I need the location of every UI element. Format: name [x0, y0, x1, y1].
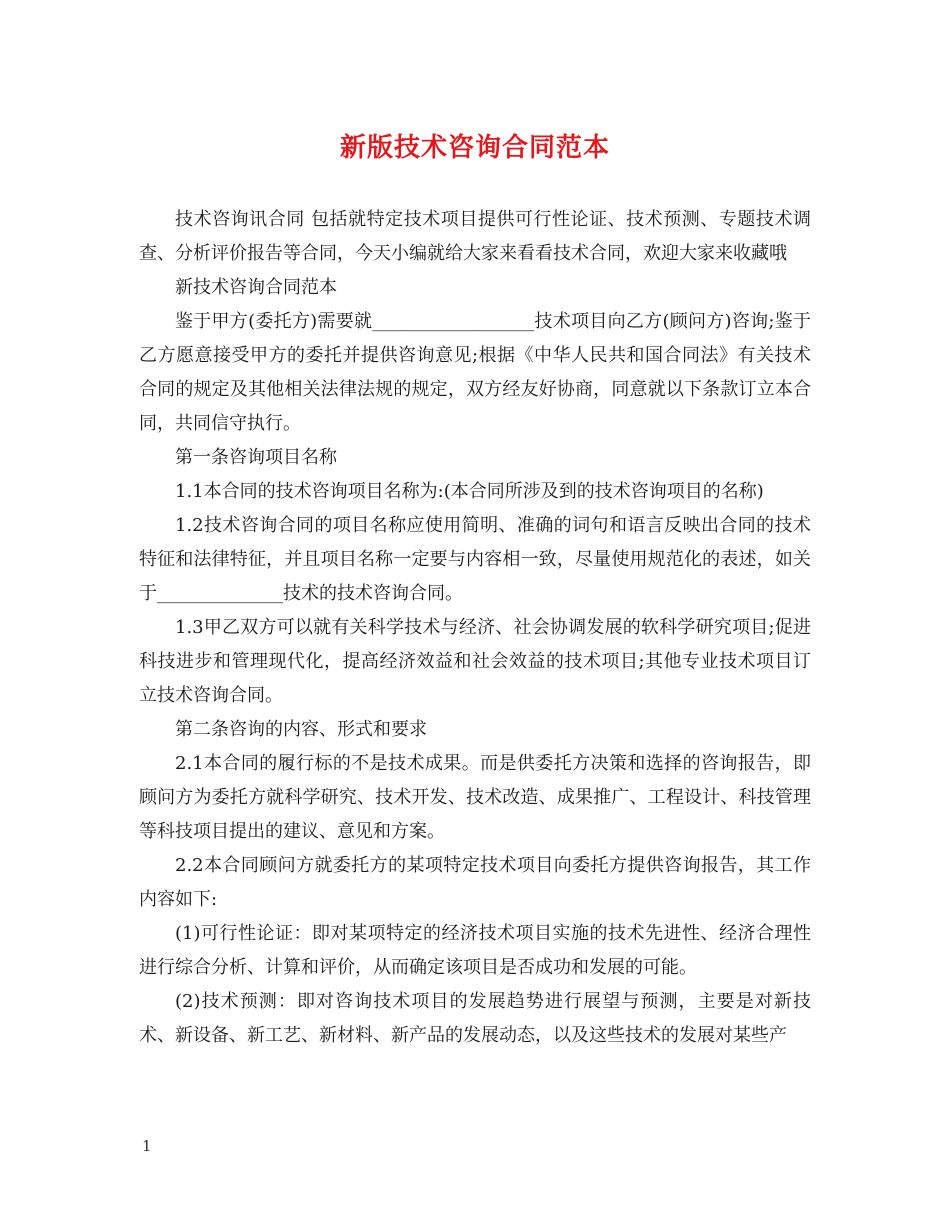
paragraph-subtitle: 新技术咨询合同范本 [175, 277, 337, 298]
clause-2-1: 2.1本合同的履行标的不是技术成果。而是供委托方决策和选择的咨询报告，即顾问方为委托方就科学研究、技术开发、技术改造、成果推广、工程设计、科技管理等科技项目提出的建议、意见和方案。 [139, 753, 811, 842]
paragraph-preamble: 鉴于甲方(委托方)需要就__________________技术项目向乙方(顾问方)咨询;鉴于乙方愿意接受甲方的委托并提供咨询意见;根据《中华人民共和国合同法》有关技术合同的规定及其他相关法律法规的规定，双方经友好协商，同意就以下条款订立本合同，共同信守执行。 [139, 311, 811, 434]
document-body [139, 203, 811, 1053]
clause-1-1: 1.1本合同的技术咨询项目名称为:(本合同所涉及到的技术咨询项目的名称) [175, 481, 764, 502]
document-title: 新版技术咨询合同范本 [339, 133, 610, 163]
clause-2-2: 2.2本合同顾问方就委托方的某项特定技术项目向委托方提供咨询报告，其工作内容如下: [139, 855, 811, 910]
paragraph-intro: 技术咨询讯合同 包括就特定技术项目提供可行性论证、技术预测、专题技术调查、分析评价报告等合同，今天小编就给大家来看看技术合同，欢迎大家来收藏哦 [139, 209, 811, 264]
clause-1-3: 1.3甲乙双方可以就有关科学技术与经济、社会协调发展的软科学研究项目;促进科技进步和管理现代化，提高经济效益和社会效益的技术项目;其他专业技术项目订立技术咨询合同。 [139, 617, 811, 706]
page-number: 1 [142, 1137, 152, 1155]
section-heading-1: 第一条咨询项目名称 [175, 447, 337, 468]
section-heading-2: 第二条咨询的内容、形式和要求 [175, 719, 427, 740]
clause-1-2: 1.2技术咨询合同的项目名称应使用简明、准确的词句和语言反映出合同的技术特征和法律特征，并且项目名称一定要与内容相一致，尽量使用规范化的表述，如关于______________技术的技术咨询合同。 [139, 515, 811, 604]
clause-2-2-item-1: (1)可行性论证：即对某项特定的经济技术项目实施的技术先进性、经济合理性进行综合分析、计算和评价，从而确定该项目是否成功和发展的可能。 [139, 923, 811, 978]
clause-2-2-item-2: (2)技术预测：即对咨询技术项目的发展趋势进行展望与预测，主要是对新技术、新设备、新工艺、新材料、新产品的发展动态，以及这些技术的发展对某些产 [139, 991, 811, 1046]
